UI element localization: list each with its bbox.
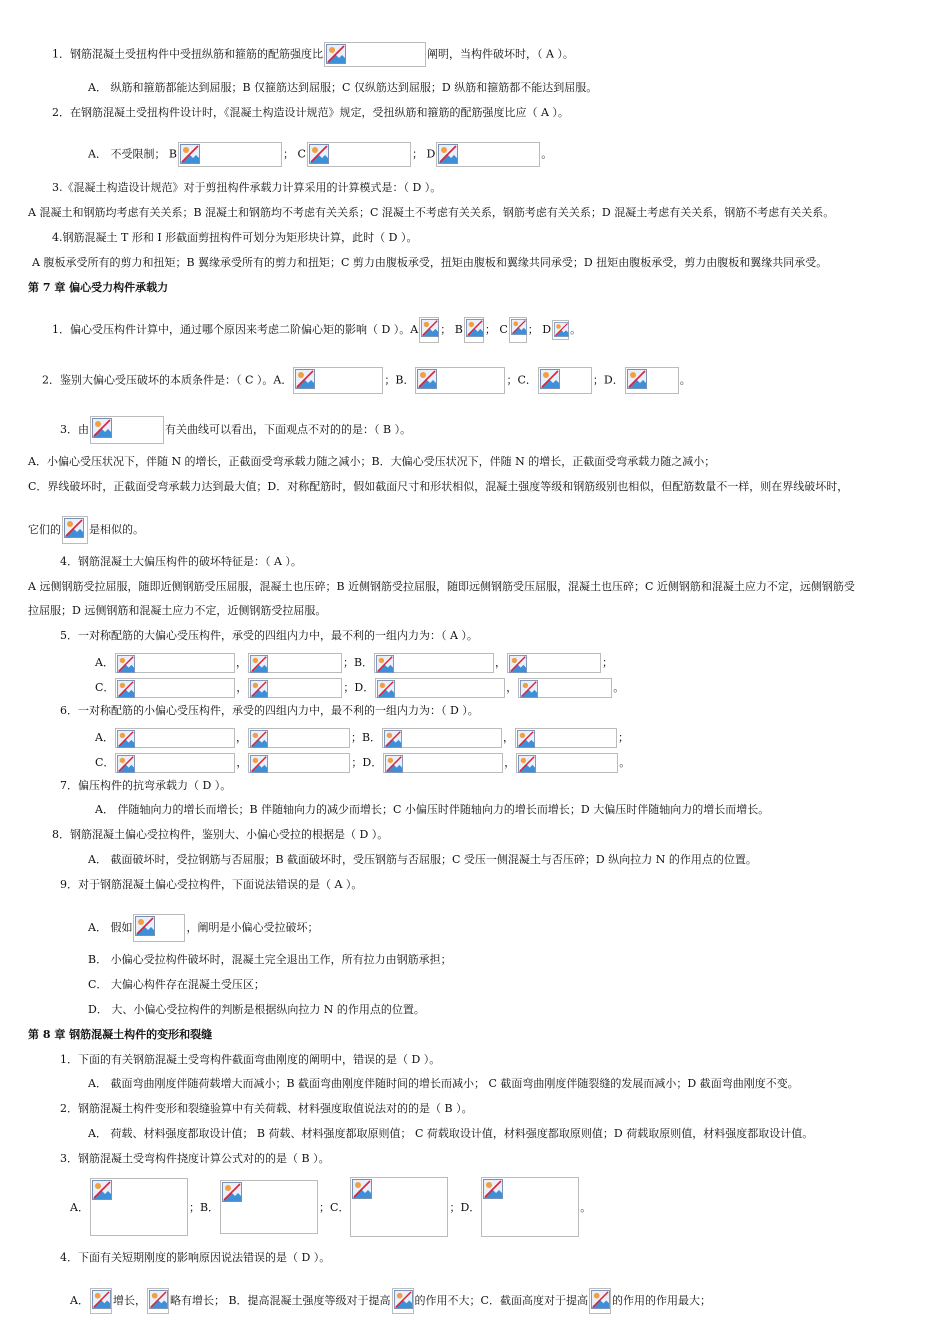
- ch8-q1: 1．下面的有关钢筋混凝土受弯构件截面弯曲刚度的阐明中，错误的是（ D ）。: [60, 1053, 441, 1066]
- ch6-q3-options: A 混凝土和钢筋均考虑有关关系；B 混凝土和钢筋均不考虑有关关系；C 混凝土不考虑有关关系，钢筋考虑有关关系；D 混凝土考虑有关关系，钢筋不考虑有关关系。: [28, 206, 835, 219]
- formula-image-icon: [383, 753, 503, 773]
- ch7-q3-options-1: A．小偏心受压状况下，伴随 N 的增长，正截面受弯承载力随之减小；B．大偏心受压状况下，伴随 N 的增长，正截面受弯承载力随之减小；: [28, 455, 716, 468]
- ch8-q3-options: A． ；B． ；C． ；D． 。: [70, 1177, 591, 1237]
- formula-image-icon: [382, 728, 502, 748]
- ch7-q1: 1．偏心受压构件计算中，通过哪个原因来考虑二阶偏心矩的影响（ D ）。A ； B ； C ； D 。: [52, 317, 581, 343]
- ch7-q9-option-d: D． 大、小偏心受拉构件的判断是根据纵向拉力 N 的作用点的位置。: [88, 1003, 425, 1016]
- chapter-7-title: 第 7 章 偏心受力构件承载力: [28, 281, 169, 294]
- chapter-8-title: 第 8 章 钢筋混凝土构件的变形和裂缝: [28, 1028, 213, 1041]
- ch7-q6-row1: A． ， ；B． ， ；: [95, 728, 629, 748]
- ch6-q4: 4.钢筋混凝土 T 形和 I 形截面剪扭构件可划分为矩形块计算，此时（ D ）。: [52, 231, 418, 244]
- ch7-q8-options: A． 截面破坏时，受拉钢筋与否屈服；B 截面破坏时，受压钢筋与否屈服；C 受压一侧混凝土与否压碎；D 纵向拉力 N 的作用点的位置。: [88, 853, 757, 866]
- ch7-q7: 7．偏压构件的抗弯承载力（ D ）。: [60, 779, 232, 792]
- formula-image-icon: [538, 367, 592, 394]
- ch7-q3-options-2: C．界线破坏时，正截面受弯承载力达到最大值；D．对称配筋时，假如截面尺寸和形状相似，混凝土强度等级和钢筋级别也相似，但配筋数量不一样，则在界线破坏时，: [28, 480, 849, 493]
- ch7-q4-options-2: 拉屈服；D 远侧钢筋和混凝土应力不定，近侧钢筋受拉屈服。: [28, 604, 327, 617]
- ch7-q5-row2: C． ， ；D． ， 。: [95, 678, 624, 698]
- formula-image-icon: [90, 1178, 188, 1236]
- formula-image-icon: [115, 653, 235, 673]
- ch7-q5: 5．一对称配筋的大偏心受压构件，承受的四组内力中，最不利的一组内力为：（ A ）。: [60, 629, 478, 642]
- ch8-q4: 4．下面有关短期刚度的影响原因说法错误的是（ D ）。: [60, 1251, 331, 1264]
- ch6-q3: 3.《混凝土构造设计规范》对于剪扭构件承载力计算采用的计算模式是：（ D ）。: [52, 181, 442, 194]
- formula-image-icon: [464, 317, 484, 343]
- ch8-q2-options: A． 荷载、材料强度都取设计值； B 荷载、材料强度都取原则值； C 荷载取设计值，材料强度都取原则值；D 荷载取原则值，材料强度都取设计值。: [88, 1127, 814, 1140]
- ch8-q3: 3．钢筋混凝土受弯构件挠度计算公式对的的是（ B ）。: [60, 1152, 330, 1165]
- formula-image-icon: [324, 42, 426, 67]
- formula-image-icon: [481, 1177, 579, 1237]
- formula-image-icon: [419, 317, 439, 343]
- ch6-q1: 1．钢筋混凝土受扭构件中受扭纵筋和箍筋的配筋强度比 阐明，当构件破坏时，（ A ）。: [52, 42, 574, 67]
- ch7-q7-options: A． 伴随轴向力的增长而增长；B 伴随轴向力的减少而增长；C 小偏压时伴随轴向力的增长而增长；D 大偏压时伴随轴向力的增长而增长。: [95, 803, 770, 816]
- formula-image-icon: [625, 367, 679, 394]
- ch7-q2: 2．鉴别大偏心受压破坏的本质条件是：（ C ）。A． ；B． ；C． ；D． 。: [42, 367, 691, 394]
- ch7-q4-options-1: A 远侧钢筋受拉屈服，随即近侧钢筋受压屈服，混凝土也压碎；B 近侧钢筋受拉屈服，随即远侧钢筋受压屈服，混凝土也压碎；C 近侧钢筋和混凝土应力不定，远侧钢筋受: [28, 580, 855, 593]
- formula-image-icon: [589, 1288, 611, 1314]
- ch6-q2: 2．在钢筋混凝土受扭构件设计时，《混凝土构造设计规范》规定，受扭纵筋和箍筋的配筋强度比应（ A ）。: [52, 106, 569, 119]
- formula-image-icon: [248, 728, 350, 748]
- ch7-q9-option-c: C． 大偏心构件存在混凝土受压区；: [88, 978, 265, 991]
- formula-image-icon: [133, 914, 185, 942]
- formula-image-icon: [62, 516, 88, 544]
- ch8-q1-options: A． 截面弯曲刚度伴随荷载增大而减小；B 截面弯曲刚度伴随时间的增长而减小； C 截面弯曲刚度伴随裂缝的发展而减小；D 截面弯曲刚度不变。: [88, 1077, 799, 1090]
- formula-image-icon: [375, 678, 505, 698]
- formula-image-icon: [552, 320, 569, 340]
- ch7-q9-option-b: B． 小偏心受拉构件破坏时，混凝土完全退出工作，所有拉力由钢筋承担；: [88, 953, 452, 966]
- formula-image-icon: [248, 753, 350, 773]
- ch8-q2: 2．钢筋混凝土构件变形和裂缝验算中有关荷载、材料强度取值说法对的的是（ B ）。: [60, 1102, 473, 1115]
- formula-image-icon: [220, 1180, 318, 1234]
- ch7-q3: 3．由 有关曲线可以看出，下面观点不对的的是：（ B ）。: [60, 416, 411, 444]
- formula-image-icon: [507, 653, 601, 673]
- formula-image-icon: [374, 653, 494, 673]
- formula-image-icon: [350, 1177, 448, 1237]
- ch8-q4-options: A． 增长， 略有增长； B．提高混凝土强度等级对于提高 的作用不大；C．截面高度对于提高 的作用的作用最大；: [70, 1288, 711, 1314]
- ch6-q1-options: A． 纵筋和箍筋都能达到屈服；B 仅箍筋达到屈服；C 仅纵筋达到屈服；D 纵筋和箍筋都不能达到屈服。: [88, 81, 598, 94]
- formula-image-icon: [178, 142, 282, 167]
- formula-image-icon: [115, 753, 235, 773]
- ch7-q9-option-a: A． 假如 ，阐明是小偏心受拉破坏；: [88, 914, 318, 942]
- ch7-q8: 8．钢筋混凝土偏心受拉构件，鉴别大、小偏心受拉的根据是（ D ）。: [52, 828, 389, 841]
- ch7-q5-row1: A． ， ；B． ， ；: [95, 653, 613, 673]
- formula-image-icon: [509, 317, 527, 343]
- ch7-q4: 4．钢筋混凝土大偏压构件的破坏特征是：（ A ）。: [60, 555, 302, 568]
- formula-image-icon: [436, 142, 540, 167]
- ch7-q3-options-3: 它们的 是相似的。: [28, 516, 144, 544]
- formula-image-icon: [90, 416, 164, 444]
- ch6-q4-options: A 腹板承受所有的剪力和扭矩；B 翼缘承受所有的剪力和扭矩；C 剪力由腹板承受，扭矩由腹板和翼缘共同承受；D 扭矩由腹板承受，剪力由腹板和翼缘共同承受。: [32, 256, 828, 269]
- formula-image-icon: [415, 367, 505, 394]
- formula-image-icon: [307, 142, 411, 167]
- ch7-q6-row2: C． ， ；D． ， 。: [95, 753, 630, 773]
- formula-image-icon: [392, 1288, 414, 1314]
- formula-image-icon: [516, 753, 618, 773]
- ch6-q2-options: A． 不受限制； B ； C ； D 。: [88, 142, 552, 167]
- formula-image-icon: [115, 678, 235, 698]
- formula-image-icon: [248, 653, 342, 673]
- formula-image-icon: [518, 678, 612, 698]
- formula-image-icon: [248, 678, 342, 698]
- ch7-q6: 6．一对称配筋的小偏心受压构件，承受的四组内力中，最不利的一组内力为：（ D ）。: [60, 704, 479, 717]
- formula-image-icon: [90, 1288, 112, 1314]
- formula-image-icon: [147, 1288, 169, 1314]
- formula-image-icon: [515, 728, 617, 748]
- ch7-q9: 9．对于钢筋混凝土偏心受拉构件，下面说法错误的是（ A ）。: [60, 878, 363, 891]
- formula-image-icon: [293, 367, 383, 394]
- formula-image-icon: [115, 728, 235, 748]
